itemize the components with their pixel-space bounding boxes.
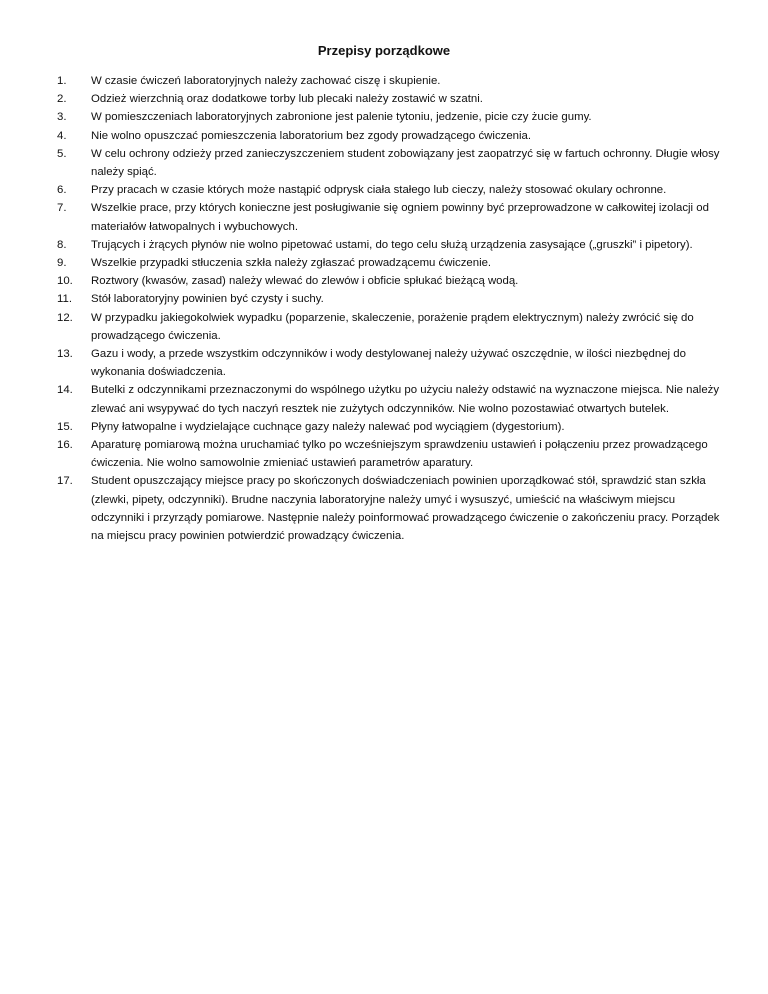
rule-text: Płyny łatwopalne i wydzielające cuchnące gazy należy nalewać pod wyciągiem (dygestorium). — [91, 420, 565, 433]
list-item — [57, 108, 727, 126]
list-item — [57, 345, 727, 381]
rule-number: 16. — [57, 439, 73, 452]
list-item — [57, 381, 727, 417]
list-item — [57, 199, 727, 235]
rule-text: W celu ochrony odzieży przed zanieczyszczeniem student zobowiązany jest zaopatrzyć się w fartuch ochronny. Długie włosy należy spiąć. — [91, 147, 720, 179]
rule-text: Wszelkie prace, przy których konieczne jest posługiwanie się ogniem powinny być przeprowadzone w całkowitej izolacji od materiałów łatwopalnych i wybuchowych. — [91, 202, 709, 233]
rule-number: 6. — [57, 184, 67, 197]
rule-text: Gazu i wody, a przede wszystkim odczynników i wody destylowanej należy używać oszczędnie, w ilości niezbędnej do wykonania doświadczenia. — [91, 348, 686, 379]
list-item — [57, 436, 727, 472]
rule-text: Wszelkie przypadki stłuczenia szkła należy zgłaszać prowadzącemu ćwiczenie. — [91, 257, 492, 270]
rule-number: 11. — [57, 293, 72, 306]
rule-number: 5. — [57, 147, 67, 160]
list-item — [57, 90, 727, 108]
rule-number: 2. — [57, 93, 67, 106]
page-title: Przepisy porządkowe — [317, 43, 451, 58]
rule-number: 3. — [57, 111, 67, 124]
rule-number: 17. — [57, 475, 73, 488]
rule-number: 15. — [57, 420, 73, 433]
rule-text: Trujących i żrących płynów nie wolno pipetować ustami, do tego celu służą urządzenia zasysające („gruszki” i pipetory). — [91, 238, 693, 251]
rule-text: Przy pracach w czasie których może nastąpić odprysk ciała stałego lub cieczy, należy stosować okulary ochronne. — [91, 184, 667, 197]
list-item — [57, 418, 727, 436]
rule-text: Stół laboratoryjny powinien być czysty i suchy. — [91, 293, 324, 306]
list-item — [57, 181, 727, 199]
list-item — [57, 472, 727, 545]
list-item — [57, 127, 727, 145]
rule-number: 14. — [57, 384, 73, 397]
rule-number: 9. — [57, 257, 67, 270]
rule-number: 1. — [57, 75, 67, 87]
rule-text: W pomieszczeniach laboratoryjnych zabronione jest palenie tytoniu, jedzenie, picie czy żucie gumy. — [91, 111, 592, 124]
rules-list — [57, 72, 727, 545]
list-item — [57, 236, 727, 254]
rule-text: Odzież wierzchnią oraz dodatkowe torby lub plecaki należy zostawić w szatni. — [91, 93, 483, 106]
rule-text: W czasie ćwiczeń laboratoryjnych należy zachować ciszę i skupienie. — [91, 75, 441, 87]
rule-text: Nie wolno opuszczać pomieszczenia laboratorium bez zgody prowadzącego ćwiczenia. — [91, 129, 532, 142]
rule-number: 13. — [57, 348, 73, 361]
rule-number: 10. — [57, 275, 73, 288]
rule-text: W przypadku jakiegokolwiek wypadku (poparzenie, skaleczenie, porażenie prądem elektrycznym) należy zwrócić się do prowadzącego ćwiczenia. — [91, 311, 694, 342]
list-item — [57, 254, 727, 272]
list-item — [57, 72, 727, 90]
rule-number: 7. — [57, 202, 67, 215]
rule-number: 8. — [57, 238, 67, 251]
rule-text: Aparaturę pomiarową można uruchamiać tylko po wcześniejszym sprawdzeniu ustawień i połączeniu przez prowadzącego ćwiczenia. Nie wolno samowolnie zmieniać ustawień parametrów aparatury. — [91, 439, 708, 470]
rule-text: Roztwory (kwasów, zasad) należy wlewać do zlewów i obficie spłukać bieżącą wodą. — [91, 275, 519, 288]
rule-number: 12. — [57, 311, 73, 324]
list-item — [57, 290, 727, 308]
list-item — [57, 272, 727, 290]
rule-number: 4. — [57, 129, 67, 142]
rule-text: Butelki z odczynnikami przeznaczonymi do wspólnego użytku po użyciu należy odstawić na wyznaczone miejsca. Nie należy zlewać ani wsypywać do tych naczyń resztek nie zużytych odczynników. Nie wolno pozostawiać otwartych butelek. — [91, 384, 720, 415]
list-item — [57, 309, 727, 345]
rule-text: Student opuszczający miejsce pracy po skończonych doświadczeniach powinien uporządkować stół, sprawdzić stan szkła (zlewki, pipety, odczynniki). Brudne naczynia laboratoryjne należy umyć i wysuszyć, umieścić na właściwym miejscu odczynniki i przyrządy pomiarowe. Następnie należy poinformować prowadzącego ćwiczenie o zakończeniu pracy. Porządek na miejscu pracy powinien potwierdzić prowadzący ćwiczenia. — [91, 475, 720, 543]
list-item — [57, 145, 727, 181]
